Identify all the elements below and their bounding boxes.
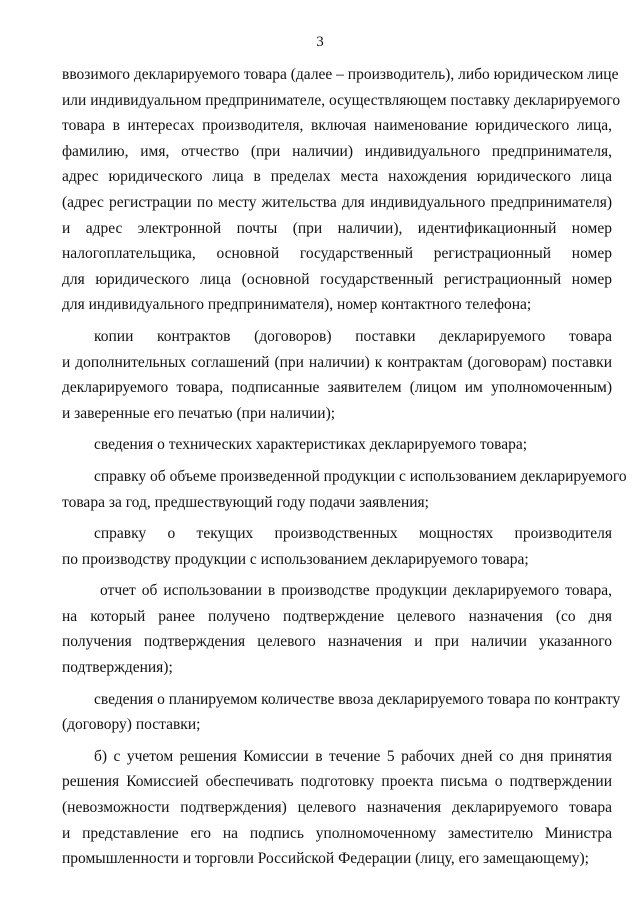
text-line: сведения о технических характеристиках декларируемого товара; bbox=[94, 436, 528, 454]
text-line: фамилию, имя, отчество (при наличии) индивидуального предпринимателя, bbox=[62, 142, 612, 160]
text-line: (невозможности подтверждения) целевого назначения декларируемого товара bbox=[62, 799, 612, 817]
text-line: подтверждения); bbox=[62, 659, 173, 677]
text-line: справку о текущих производственных мощностях производителя bbox=[94, 525, 612, 543]
text-line: промышленности и торговли Российской Федерации (лицу, его замещающему); bbox=[62, 850, 589, 868]
text-line: для юридического лица (основной государственный регистрационный номер bbox=[62, 270, 612, 288]
paragraph-technical-specs bbox=[62, 432, 612, 458]
paragraph-item-b bbox=[62, 744, 612, 872]
text-line: копии контрактов (договоров) поставки декларируемого товара bbox=[94, 327, 612, 345]
document-body bbox=[62, 62, 627, 872]
text-line: для индивидуального предпринимателя), номер контактного телефона; bbox=[62, 296, 532, 314]
text-line: и дополнительных соглашений (при наличии) к контрактам (договорам) поставки bbox=[62, 353, 612, 371]
text-line: декларируемого товара, подписанные заявителем (лицом им уполномоченным) bbox=[62, 379, 612, 397]
text-line: сведения о планируемом количестве ввоза декларируемого товара по контракту bbox=[94, 690, 621, 708]
paragraph-contract-copies bbox=[62, 324, 612, 426]
text-line: отчет об использовании в производстве продукции декларируемого товара, bbox=[100, 582, 612, 600]
text-line: (договору) поставки; bbox=[62, 716, 201, 734]
text-line: решения Комиссией обеспечивать подготовку проекта письма о подтверждении bbox=[62, 773, 612, 791]
page-number: 3 bbox=[316, 34, 324, 50]
paragraph-usage-report bbox=[62, 578, 612, 680]
text-line: получения подтверждения целевого назначения и при наличии указанного bbox=[62, 633, 612, 651]
text-line: и заверенные его печатью (при наличии); bbox=[62, 404, 336, 422]
text-line: (адрес регистрации по месту жительства для индивидуального предпринимателя) bbox=[62, 193, 612, 211]
text-line: и адрес электронной почты (при наличии), идентификационный номер bbox=[62, 219, 612, 237]
text-line: товара за год, предшествующий году подачи заявления; bbox=[62, 493, 429, 511]
paragraph-producer-info bbox=[62, 62, 621, 318]
paragraph-production-volume bbox=[62, 464, 627, 515]
paragraph-production-capacity bbox=[62, 521, 612, 572]
text-line: по производству продукции с использованием декларируемого товара; bbox=[62, 550, 529, 568]
text-line: налогоплательщика, основной государственный регистрационный номер bbox=[62, 245, 612, 263]
text-line: на который ранее получено подтверждение целевого назначения (со дня bbox=[62, 607, 612, 625]
text-line: б) с учетом решения Комиссии в течение 5 рабочих дней со дня принятия bbox=[94, 747, 612, 765]
text-line: ввозимого декларируемого товара (далее – производитель), либо юридическом лице bbox=[62, 66, 619, 83]
text-line: справку об объеме произведенной продукции с использованием декларируемого bbox=[94, 467, 627, 485]
text-line: или индивидуальном предпринимателе, осуществляющем поставку декларируемого bbox=[62, 91, 621, 109]
text-line: и представление его на подпись уполномоченному заместителю Министра bbox=[62, 824, 612, 842]
paragraph-planned-import bbox=[62, 687, 621, 738]
text-line: товара в интересах производителя, включая наименование юридического лица, bbox=[62, 117, 612, 135]
text-line: адрес юридического лица в пределах места нахождения юридического лица bbox=[62, 168, 612, 186]
